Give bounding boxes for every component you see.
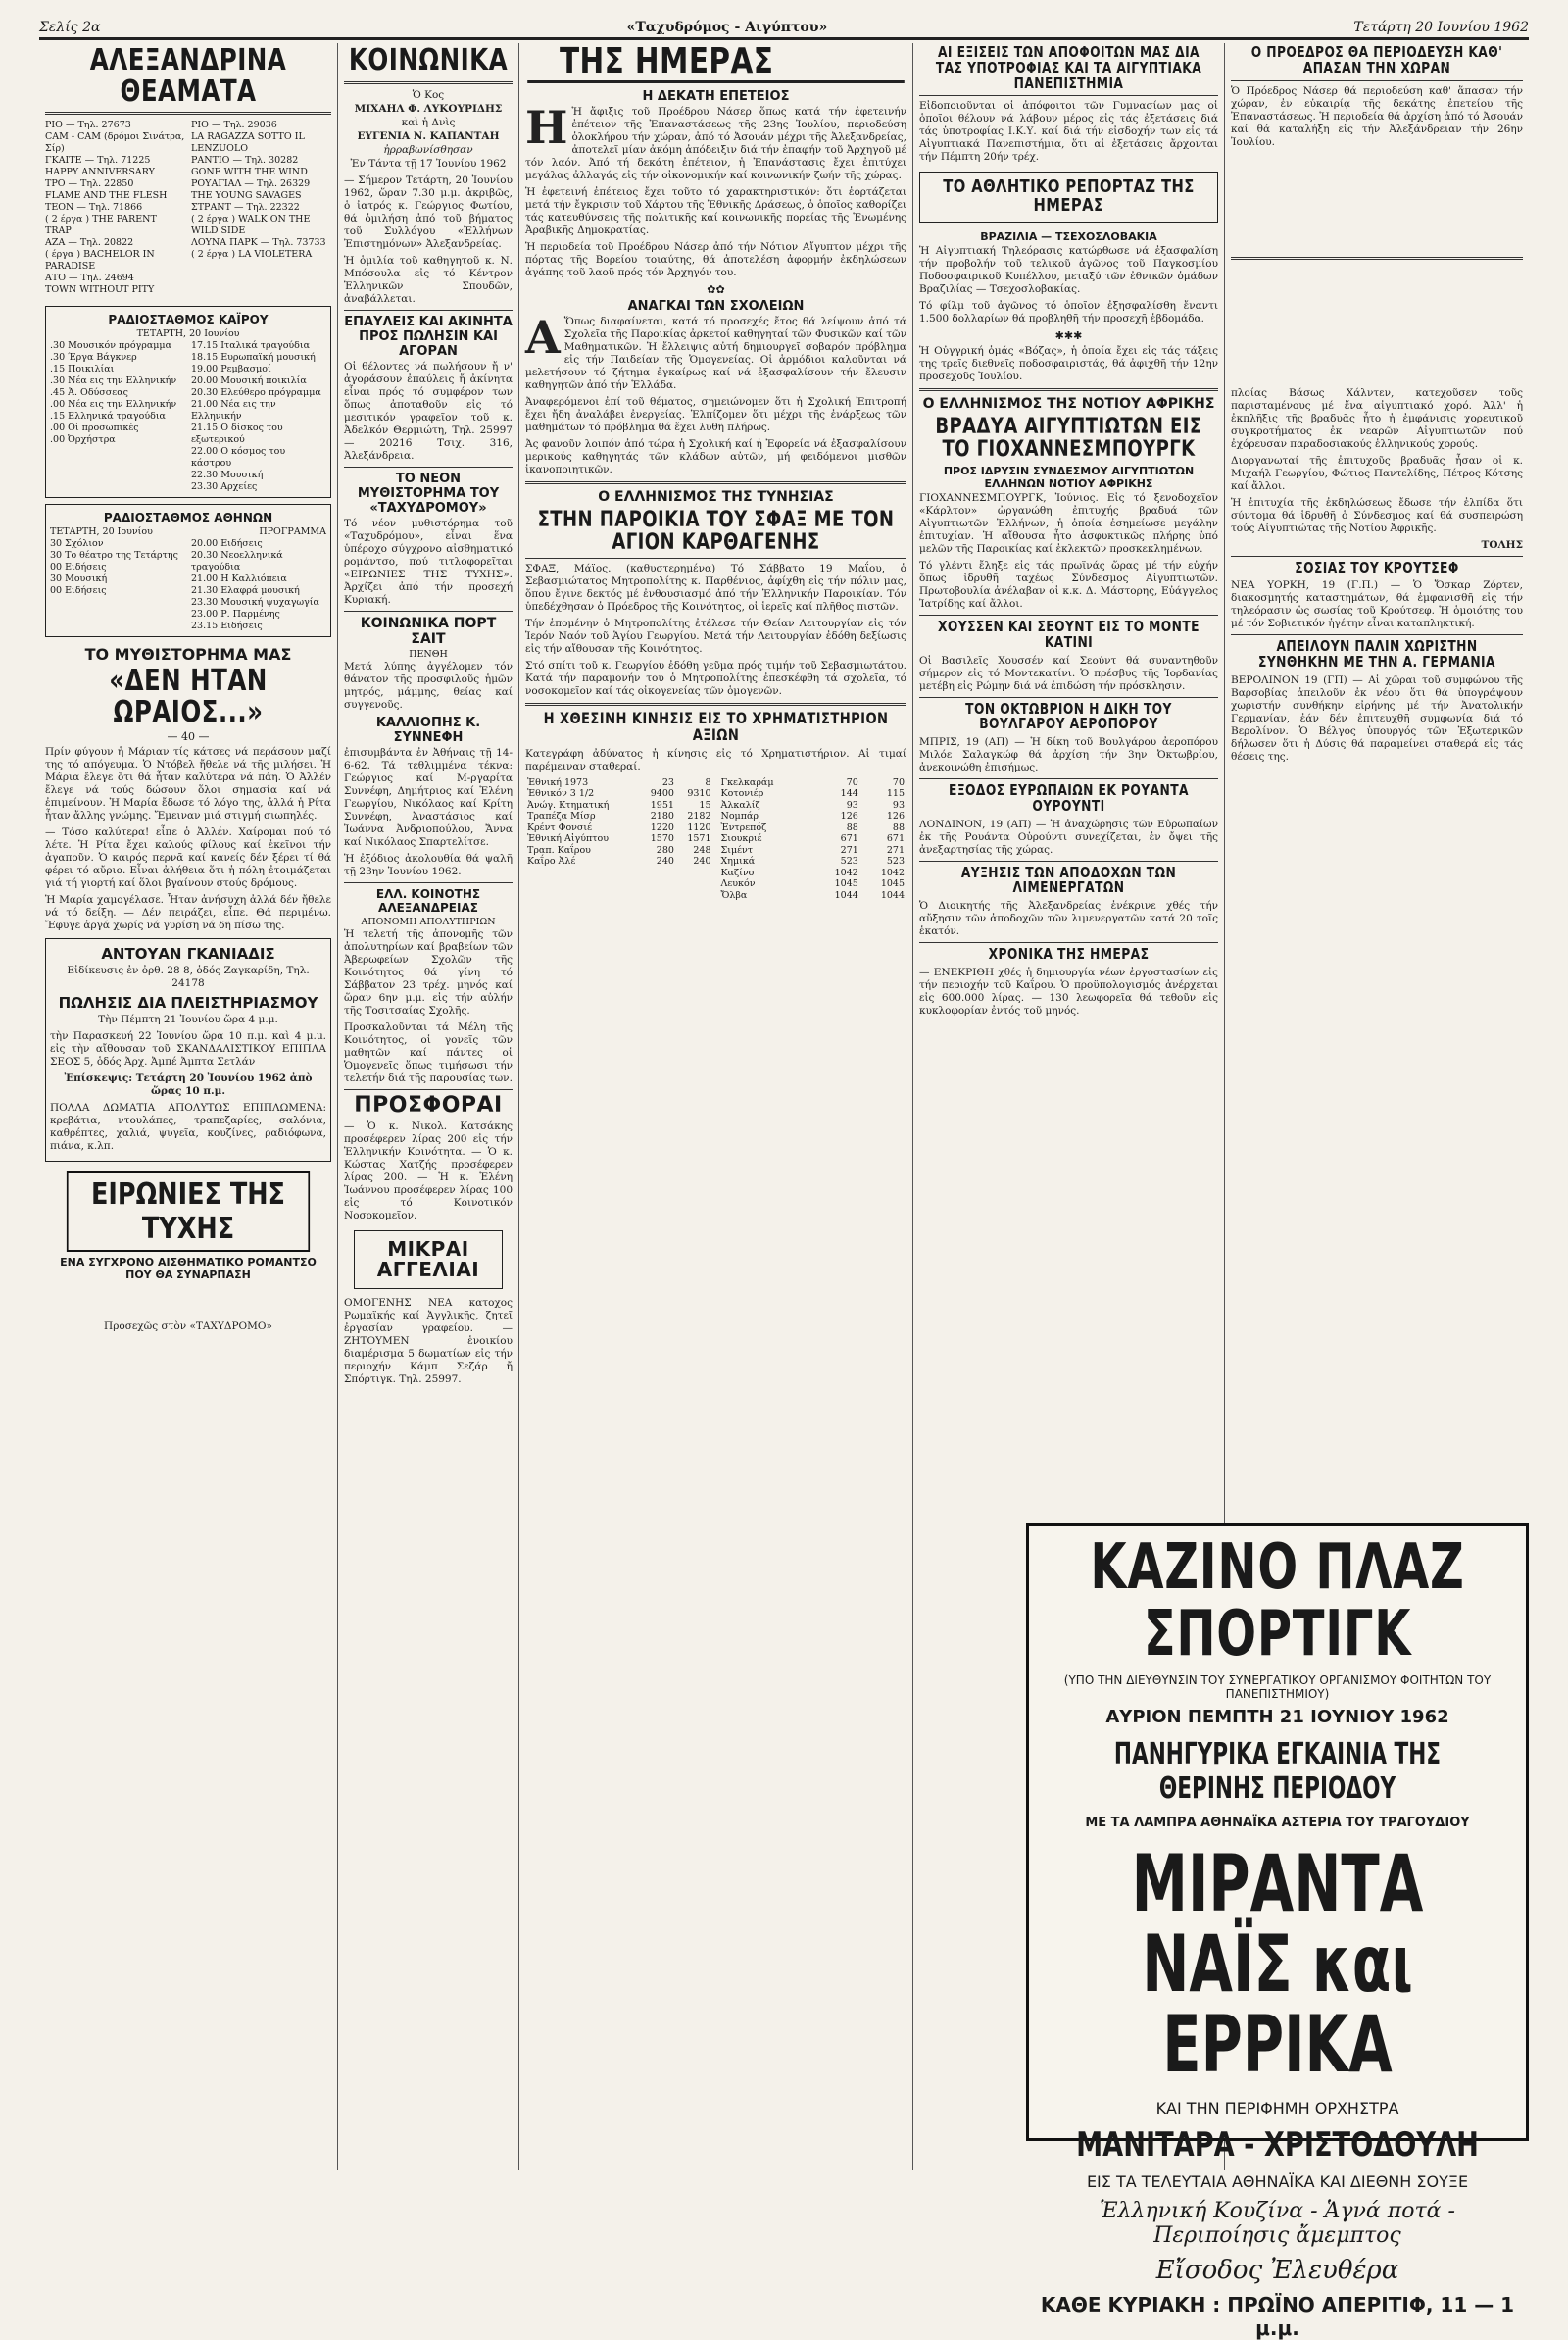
sport-text: Ἡ Αἰγυπτιακή Τηλεόρασις κατώρθωσε νά ἐξασφαλίση τήν προβολήν τοῦ τελικοῦ ἀγῶνος τοῦ Παγκοσμίου Ποδοσφαιρικοῦ Κυπέλλου, μεταξύ τῶν ἐθνικῶν ὁμάδων Βραζιλίας — Τσεχοσλοβακίας. bbox=[919, 245, 1218, 296]
cinema-item: ( 2 έργα ) THE PARENT TRAP bbox=[45, 214, 157, 236]
radio-item: .15 Ποικιλίαι bbox=[50, 364, 115, 374]
stocks-table-left bbox=[525, 777, 713, 868]
radio-item: 30 Σχόλιον bbox=[50, 538, 104, 549]
stock-price: 23 bbox=[662, 776, 674, 788]
radio-item: 23.30 Αρχείες bbox=[191, 481, 258, 492]
tunis-text3: Στό σπίτι τοῦ κ. Γεωργίου ἐδόθη γεῦμα πρός τιμήν τοῦ Σεβασμιωτάτου. Κατά τήν παραμονήν του ὁ Μητροπολίτης ἐπεσκέφθη τά σχολεῖα, τό νοσοκομεῖον καί τάς οἰκογενείας τῶν ὁμογενῶν. bbox=[525, 659, 906, 697]
classifieds-title: ΜΙΚΡΑΙ ΑΓΓΕΛΙΑΙ bbox=[376, 1236, 480, 1281]
lookalike-title: ΣΟΣΙΑΣ ΤΟΥ ΚΡΟΥΤΣΕΦ bbox=[1295, 558, 1459, 576]
cinema-item: ΤΡΟ — Τηλ. 22850 bbox=[45, 178, 134, 189]
ad-songs: ΕΙΣ ΤΑ ΤΕΛΕΥΤΑΙΑ ΑΘΗΝΑΪΚΑ ΚΑΙ ΔΙΕΘΝΗ ΣΟΥΞΕ bbox=[1086, 2172, 1469, 2191]
page-number: Σελίς 2α bbox=[39, 20, 101, 35]
stock-price: 1220 bbox=[650, 821, 674, 833]
wage-title: ΑΥΞΗΣΙΣ ΤΩΝ ΑΠΟΔΟΧΩΝ ΤΩΝ ΛΙΜΕΝΕΡΓΑΤΩΝ bbox=[960, 863, 1177, 897]
radio-item: 22.30 Μουσική bbox=[191, 470, 264, 480]
novel-title: «ΔΕΝ ΗΤΑΝ ΩΡΑΙΟΣ...» bbox=[109, 664, 268, 729]
column-today: ΤΗΣ ΗΜΕΡΑΣ Η ΔΕΚΑΤΗ ΕΠΕΤΕΙΟΣ Η Ἡ ἄφιξις τοῦ Προέδρου Νάσερ ὅπως κατά τήν ἐφετεινήν ἐπέτειον τῆς Ἐπαναστάσεως τῆς 23ης Ἰουλίου, περιοδεύση ὁλοκλήρου τήν χώραν, ἀπό τό Ἀσουάν μέχρι τῆς Ἀλεξανδρείας, ἀποτελεῖ μίαν ἀκόμη ἀπόδειξιν διά τήν ἐπαφήν τοῦ Ἀρχηγοῦ μέ τόν λαόν. Ἀπό τή δεκάτη ἐπέτειον, ἡ Ἐπανάστασις ἔχει ἐπιτύχει μεγάλας ἀλλαγάς εἰς τήν οἰκονομικήν καί κοινωνικήν ζωήν τῆς χώρας. Ἡ ἐφετεινή ἐπέτειος ἔχει τοῦτο τό χαρακτηριστικόν: ὅτι ἑορτάζεται μετά τήν ἔγκρισιν τοῦ Χάρτου τῆς Ἐθνικῆς Δράσεως, ὁ ὁποῖος καθορίζει τάς κατευθύνσεις τῆς πολιτικῆς καί κοινωνικῆς πορείας τῆς Ἑνωμένης Ἀραβικῆς Δημοκρατίας. Ἡ περιοδεία τοῦ Προέδρου Νάσερ ἀπό τήν Νότιον Αἴγυπτον μέχρι τῆς πόρτας τῆς Βορείου τοιαύτης, θά ἀποτελέση ἀφορμήν ἐκδηλώσεων ἀγάπης τοῦ λαοῦ πρός τόν Ἀρχηγόν του. ✿✿ ΑΝΑΓΚΑΙ ΤΩΝ ΣΧΟΛΕΙΩΝ Α Ὅπως διαφαίνεται, κατά τό προσεχές ἔτος θά λείψουν ἀπό τά Σχολεῖα τῆς Παροικίας ἀρκετοί καθηγηταί τῶν Φυσικῶν καί τῶν Μαθηματικῶν. Ἡ ἔλλειψις αὐτή δημιουργεῖ σοβαρόν πρόβλημα εἰς τήν Παιδείαν τῆς Ὁμογενείας. Οἱ ἁρμόδιοι καλοῦνται νά μελετήσουν τό ζήτημα ἐγκαίρως καί νά ἐξασφαλίσουν τήν ἔλευσιν καθηγητῶν ἀπό τήν Ἑλλάδα. Ἀναφερόμενοι ἐπί τοῦ θέματος, σημειώνομεν ὅτι ἡ Σχολική Ἐπιτροπή ἔχει ἤδη ἀναλάβει ἐνεργείας. Ἐλπίζομεν ὅτι μέχρι τῆς ἐνάρξεως τῶν μαθημάτων τό πρόβλημα θά ἔχει λυθῆ πλήρως. Ἀς φανοῦν λοιπόν ἀπό τώρα ἡ Σχολική καί ἡ Ἐφορεία νά ἐξασφαλίσουν μερικούς καθηγητάς τῶν κλάδων αὐτῶν, μή φειδόμενοι μισθῶν ἱκανοποιητικῶν. Ο ΕΛΛΗΝΙΣΜΟΣ ΤΗΣ ΤΥΝΗΣΙΑΣ ΣΤΗΝ ΠΑΡΟΙΚΙΑ ΤΟΥ ΣΦΑΞ ΜΕ ΤΟΝ ΑΓΙΟΝ ΚΑΡΘΑΓΕΝΗΣ ΣΦΑΞ, Μάϊος. (καθυστερημένα) Τό Σάββατο 19 Μαΐου, ὁ Σεβασμιώτατος Μητροπολίτης κ. Παρθένιος, ἀφίχθη εἰς τήν πόλιν μας, ὅπου ἔγινε δεκτός μέ ἐνθουσιασμό ἀπό τήν Ἑλληνικήν Παροικίαν. Τόν ὑπεδέχθησαν ὁ Πρόεδρος τῆς Κοινότητος, οἱ ἱερεῖς καί πλῆθος πιστῶν. Τήν ἑπομένην ὁ Μητροπολίτης ἐτέλεσε τήν Θείαν Λειτουργίαν εἰς τόν Ἱερόν Ναόν τοῦ Ἁγίου Γεωργίου. Μετά τήν Λειτουργίαν ἐδόθη δεξίωσις εἰς τήν αἴθουσαν τῆς Κοινότητος. Στό σπίτι τοῦ κ. Γεωργίου ἐδόθη γεῦμα πρός τιμήν τοῦ Σεβασμιωτάτου. Κατά τήν παραμονήν του ὁ Μητροπολίτης ἐπεσκέφθη τά σχολεῖα, τό νοσοκομεῖον καί τάς οἰκογενείας τῶν ὁμογενῶν. Η ΧΘΕΣΙΝΗ ΚΙΝΗΣΙΣ ΕΙΣ ΤΟ ΧΡΗΜΑΤΙΣΤΗΡΙΟΝ ΑΞΙΩΝ Κατεγράφη ἀδύνατος ἡ κίνησις εἰς τό Χρηματιστήριον. Αἱ τιμαί παρέμειναν σταθεραί. Ἐθνική 1973 23 8 Ἐθνικόν 3 1/2 9400 9310 Ἀνώγ. Κτηματική 1951 15 Τραπέζα Μίσρ 2180 2182 Κρέντ Φονσιέ 1220 1120 Ἐθνική Αἰγύπτου 1570 1571 Τραπ. Καΐρου 280 248 Καΐρο Ἀλέ 240 240 Γκελκαράμ 70 70 Κοτονιέρ 144 115 Ἀλκαλίζ 93 93 Νομπάρ 126 126 Ἐντρεπόζ 88 88 Σιουκριέ 671 671 Σιμέντ 271 271 Χημικά 523 523 Καζίνο 1042 1042 Λευκόν 1045 1045 Ὄλβα 1044 1044 bbox=[519, 43, 913, 2170]
south-africa-cont: πλοίας Βάσως Χάλντεν, κατεχοῦσεν τοῦς παρισταμένους μέ ἕνα αἰγυπτιακό χορό. Ἀλλ' ἡ ἐκπλῆξις τῆς βραδυᾶς ἦτο ἡ ἐμφάνισις χορευτικοῦ συγκροτήματος ἐκ νεαρῶν Αἰγυπτιωτῶν πού ἐχόρευσαν παραδοσιακούς ἑλληνικούς χορούς. bbox=[1231, 386, 1523, 450]
anniversary-title: Η ΔΕΚΑΤΗ ΕΠΕΤΕΙΟΣ bbox=[642, 88, 790, 104]
radio-item: 23.30 Μουσική ψυχαγωγία bbox=[191, 597, 319, 608]
anniversary-body: Ἡ ἄφιξις τοῦ Προέδρου Νάσερ ὅπως κατά τήν ἐφετεινήν ἐπέτειον τῆς Ἐπαναστάσεως τῆς 23ης Ἰουλίου, περιοδεύση ὁλοκλήρου τήν χώραν, ἀπό τό Ἀσουάν μέχρι τῆς Ἀλεξανδρείας, ἀποτελεῖ μίαν ἀκόμη ἀπόδειξιν διά τήν ἐπαφήν τοῦ Ἀρχηγοῦ μέ τόν λαόν. Ἀπό τή δεκάτη ἐπέτειον, ἡ Ἐπανάστασις ἔχει ἐπιτύχει μεγάλας ἀλλαγάς εἰς τήν οἰκονομικήν καί κοινωνικήν ζωήν τῆς χώρας. bbox=[525, 105, 906, 181]
stock-price: 271 bbox=[886, 844, 905, 856]
cinema-item: THE YOUNG SAVAGES bbox=[191, 190, 302, 201]
anniversary-text2: Ἡ ἐφετεινή ἐπέτειος ἔχει τοῦτο τό χαρακτηριστικόν: ὅτι ἑορτάζεται μετά τήν ἔγκρισιν τοῦ Χάρτου τῆς Ἐθνικῆς Δράσεως, ὁ ὁποῖος καθορίζει τάς κατευθύνσεις τῆς πολιτικῆς καί κοινωνικῆς πορείας τῆς Ἑνωμένης Ἀραβικῆς Δημοκρατίας. bbox=[525, 185, 906, 236]
radio-item: 20.30 Ελεύθερο πρόγραμμα bbox=[191, 387, 321, 398]
engage-name: καὶ ἡ Δνὶς bbox=[401, 116, 456, 128]
cinema-item: ΤΕΟΝ — Τηλ. 71866 bbox=[45, 202, 143, 213]
column-social bbox=[338, 43, 519, 2170]
radio-item: 17.15 Ιταλικά τραγούδια bbox=[191, 340, 311, 351]
kings-text: Οἱ Βασιλεῖς Χουσσέν καί Σεούντ θά συναντηθοῦν σήμερον εἰς τό Μοντεκατίνι. Ὁ πρέσβυς τῆς Ἰορδανίας μετέβη εἰς Ρώμην διά νά ἐπιδώση τήν πρόσκλησιν. bbox=[919, 654, 1218, 692]
masthead bbox=[39, 14, 1529, 40]
stocks-table-right bbox=[719, 777, 907, 902]
ad-entry: Εἴσοδος Ἐλευθέρα bbox=[1155, 2256, 1399, 2285]
stock-row bbox=[719, 833, 907, 845]
radio-item: 30 Μουσική bbox=[50, 573, 108, 584]
schools-title: ΑΝΑΓΚΑΙ ΤΩΝ ΣΧΟΛΕΙΩΝ bbox=[627, 298, 805, 314]
stock-price: 271 bbox=[840, 844, 858, 856]
kalliopi-text: ἐπισυμβάντα ἐν Ἀθήναις τῇ 14-6-62. Τά τεθλιμμένα τέκνα: Γεώργιος καί Μ-ργαρίτα Συννέφη, Δημήτριος καί Ἑλένη Γεωργίου, Νικόλαος καί Κρίτη Συννέφη, Ἀναστάσιος καί Ἰωάννα Ἀνδριοπούλου, Ἄννα καί Νικόλαος Σπαρτελίτσε. bbox=[344, 746, 513, 848]
sport-text2: Τό φίλμ τοῦ ἀγῶνος τό ὁποῖον ἐξησφαλίσθη ἔναντι 1.500 δολλαρίων θά προβληθῆ τήν προσεχῆ ἑβδομάδα. bbox=[919, 300, 1218, 325]
stock-name: Σιουκριέ bbox=[720, 833, 762, 845]
stock-price: 15 bbox=[699, 799, 711, 811]
radio-cairo bbox=[45, 306, 331, 498]
cinema-item: TOWN WITHOUT PITY bbox=[45, 284, 155, 295]
cinema-item: ΣΤΡΑΝΤ — Τηλ. 22322 bbox=[191, 202, 300, 213]
ad-title: ΚΑΖΙΝΟ ΠΛΑΖ ΣΠΟΡΤΙΓΚ bbox=[1090, 1531, 1465, 1670]
germany-title: ΑΠΕΙΛΟΥΝ ΠΑΛΙΝ ΧΩΡΙΣΤΗΝ ΣΥΝΘΗΚΗΝ ΜΕ ΤΗΝ Α. ΓΕΡΜΑΝΙΑ bbox=[1258, 637, 1495, 671]
stock-price: 126 bbox=[840, 811, 858, 822]
column-news: ΑΙ ΕΞΙΣΕΙΣ ΤΩΝ ΑΠΟΦΟΙΤΩΝ ΜΑΣ ΔΙΑ ΤΑΣ ΥΠΟΤΡΟΦΙΑΣ ΚΑΙ ΤΑ ΑΙΓΥΠΤΙΑΚΑ ΠΑΝΕΠΙΣΤΗΜΙΑ Εἰδοποιοῦνται οἱ ἀπόφοιτοι τῶν Γυμνασίων μας οἱ ὁποῖοι θέλουν νά λάβουν μέρος εἰς τάς ἐξετάσεις διά τάς ὑποτροφίας Ι.Κ.Υ. καί διά τήν εἰσδοχήν των εἰς τά Αἰγυπτιακά Πανεπιστήμια, ὅτι αἱ ἐξετάσεις ἄρχονται τήν Πέμπτη 20ήν τρέχ. ΤΟ ΑΘΛΗΤΙΚΟ ΡΕΠΟΡΤΑΖ ΤΗΣ ΗΜΕΡΑΣ ΒΡΑΖΙΛΙΑ — ΤΣΕΧΟΣΛΟΒΑΚΙΑ Ἡ Αἰγυπτιακή Τηλεόρασις κατώρθωσε νά ἐξασφαλίση τήν προβολήν τοῦ τελικοῦ ἀγῶνος τοῦ Παγκοσμίου Ποδοσφαιρικοῦ Κυπέλλου, μεταξύ τῶν ἐθνικῶν ὁμάδων Βραζιλίας — Τσεχοσλοβακίας. Τό φίλμ τοῦ ἀγῶνος τό ὁποῖον ἐξησφαλίσθη ἔναντι 1.500 δολλαρίων θά προβληθῆ τήν προσεχῆ ἑβδομάδα. ✱✱✱ Ἡ Οὐγγρική ὁμάς «Βόζας», ἡ ὁποία ἔχει εἰς τάς τάξεις της τρεῖς διεθνεῖς ποδοσφαιριστάς, θά ἀφιχθῆ τήν 12ην προσεχοῦς Ἰουλίου. Ο ΕΛΛΗΝΙΣΜΟΣ ΤΗΣ ΝΟΤΙΟΥ ΑΦΡΙΚΗΣ ΒΡΑΔΥΑ ΑΙΓΥΠΤΙΩΤΩΝ ΕΙΣ ΤΟ ΓΙΟΧΑΝΝΕΣΜΠΟΥΡΓΚ ΠΡΟΣ ΙΔΡΥΣΙΝ ΣΥΝΔΕΣΜΟΥ ΑΙΓΥΠΤΙΩΤΩΝ ΕΛΛΗΝΩΝ ΝΟΤΙΟΥ ΑΦΡΙΚΗΣ ΓΙΟΧΑΝΝΕΣΜΠΟΥΡΓΚ, Ἰούνιος. Εἰς τό ξενοδοχεῖον «Κάρλτον» ὠργανώθη ἐπιτυχής βραδυά τῶν Αἰγυπτιωτῶν Ἑλλήνων, ἡ ὁποία ἐσημείωσε μεγάλην ἐπιτυχίαν. Ἡ αἴθουσα ἦτο ἀσφυκτικῶς πλήρης ὑπό μελῶν τῆς Παροικίας καί ἐκλεκτῶν προσκεκλημένων. Τό γλέντι ἔληξε εἰς τάς πρωϊνάς ὥρας μέ τήν εὐχήν ὅπως ἱδρυθῆ ταχέως Σύνδεσμος Αἰγυπτιωτῶν. Πρωτοβουλία ἀνέλαβαν οἱ κ.κ. Δ. Μάστορης, Εὐάγγελος Ἰατρίδης καί ἄλλοι. ΧΟΥΣΣΕΝ ΚΑΙ ΣΕΟΥΝΤ ΕΙΣ ΤΟ ΜΟΝΤΕ ΚΑΤΙΝΙ Οἱ Βασιλεῖς Χουσσέν καί Σεούντ θά συναντηθοῦν σήμερον εἰς τό Μοντεκατίνι. Ὁ πρέσβυς τῆς Ἰορδανίας μετέβη εἰς Ρώμην διά νά ἐπιδώση τήν πρόσκλησιν. ΤΟΝ ΟΚΤΩΒΡΙΟΝ Η ΔΙΚΗ ΤΟΥ ΒΟΥΛΓΑΡΟΥ ΑΕΡΟΠΟΡΟΥ ΜΠΡΙΣ, 19 (ΑΠ) — Ἡ δίκη τοῦ Βουλγάρου ἀεροπόρου Μιλόε Σαλαγκώφ θά ἀρχίση τήν 3ην Ὀκτωβρίου, ἀνεκοινώθη ἐπισήμως. ΕΞΟΔΟΣ ΕΥΡΩΠΑΙΩΝ ΕΚ ΡΟΥΑΝΤΑ ΟΥΡΟΥΝΤΙ ΛΟΝΔΙΝΟΝ, 19 (ΑΠ) — Ἡ ἀναχώρησις τῶν Εὐρωπαίων ἐκ τῆς Ρουάντα Οὐρούντι συνεχίζεται, ἐν ὄψει τῆς ἀνεξαρτησίας τῆς χώρας. ΑΥΞΗΣΙΣ ΤΩΝ ΑΠΟΔΟΧΩΝ ΤΩΝ ΛΙΜΕΝΕΡΓΑΤΩΝ Ὁ Διοικητής τῆς Ἀλεξανδρείας ἐνέκρινε χθές τήν αὔξησιν τῶν ἀποδοχῶν τῶν λιμενεργατῶν κατά 20 τοῖς ἑκατόν. ΧΡΟΝΙΚΑ ΤΗΣ ΗΜΕΡΑΣ — ΕΝΕΚΡΙΘΗ χθές ἡ δημιουργία νέων ἐργοστασίων εἰς τήν περιοχήν τοῦ Καΐρου. Ὁ προϋπολογισμός ἀνέρχεται εἰς 600.000 λίρας. — 130 λεωφορεῖα θά τεθοῦν εἰς κυκλοφορίαν ἐντός τοῦ μηνός. bbox=[913, 43, 1225, 2170]
stock-price: 1042 bbox=[834, 867, 858, 878]
south-africa-cont3: Ἡ ἐπιτυχία τῆς ἐκδηλώσεως ἔδωσε τήν ἐλπίδα ὅτι σύντομα θά ἱδρυθῆ ὁ Σύνδεσμος καί θά συσπειρώση τούς Αἰγυπτιώτας τῆς Νοτίου Ἀφρικῆς. bbox=[1231, 496, 1523, 534]
radio-cairo-title: ΡΑΔΙΟΣΤΑΘΜΟΣ ΚΑΪΡΟΥ bbox=[108, 313, 269, 326]
radio-item: 00 Ειδήσεις bbox=[50, 562, 107, 573]
stock-row bbox=[719, 777, 907, 789]
stock-name: Καζίνο bbox=[720, 867, 755, 878]
stock-name: Νομπάρ bbox=[720, 811, 759, 822]
offers-text: — Ὁ κ. Νικολ. Κατσάκης προσέφερεν λίρας 200 εἰς τήν Ἑλληνικήν Κοινότητα. — Ὁ κ. Κώστας Χατζής προσέφερεν λίρας 200. — Ἡ κ. Ἑλένη Ἰωάννου προσέφερεν λίρας 100 εἰς τό Κοινοτικόν Νοσοκομεῖον. bbox=[344, 1120, 513, 1221]
talk-text: Ἡ ὁμιλία τοῦ καθηγητοῦ κ. Ν. Μπόσουλα εἰς τό Κέντρον Ἑλληνικῶν Σπουδῶν, ἀναβάλλεται. bbox=[344, 254, 513, 305]
lawyer-text: Εἰδίκευσις ἐν ὀρθ. 28 8, ὁδός Ζαγκαρίδη, Τηλ. 24178 bbox=[67, 965, 310, 989]
sport-title: ΤΟ ΑΘΛΗΤΙΚΟ ΡΕΠΟΡΤΑΖ ΤΗΣ ΗΜΕΡΑΣ bbox=[943, 176, 1195, 217]
kalliopi-title: ΚΑΛΛΙΟΠΗΣ Κ. ΣΥΝΝΕΦΗ bbox=[375, 715, 481, 745]
radio-item: 19.00 Ρεμβασμοί bbox=[191, 364, 271, 374]
stock-price: 1042 bbox=[880, 867, 905, 878]
engage-name: ΕΥΓΕΝΙΑ Ν. ΚΑΠΑΝΤΑΗ bbox=[357, 129, 500, 142]
stock-price: 1951 bbox=[650, 799, 674, 811]
stock-row bbox=[719, 822, 907, 834]
stock-row bbox=[719, 890, 907, 902]
trial-title: ΤΟΝ ΟΚΤΩΒΡΙΟΝ Η ΔΙΚΗ ΤΟΥ ΒΟΥΛΓΑΡΟΥ ΑΕΡΟΠΟΡΟΥ bbox=[965, 699, 1172, 733]
tunis-title: ΣΤΗΝ ΠΑΡΟΙΚΙΑ ΤΟΥ ΣΦΑΞ ΜΕ ΤΟΝ ΑΓΙΟΝ ΚΑΡΘΑΓΕΝΗΣ bbox=[537, 507, 895, 555]
stocks-tables bbox=[525, 777, 906, 902]
stock-name: Κρέντ Φονσιέ bbox=[527, 821, 593, 833]
stock-name: Τραπ. Καΐρου bbox=[527, 844, 591, 856]
stock-price: 1045 bbox=[880, 878, 905, 890]
ad-amenities: Ἑλληνική Κουζίνα - Ἁγνά ποτά - Περιποίησις ἄμεμπτος bbox=[1100, 2199, 1455, 2248]
engage-date: Ἐν Τάντα τῇ 17 Ἰουνίου 1962 bbox=[350, 157, 507, 170]
ad-sunday: ΚΑΘΕ ΚΥΡΙΑΚΗ : ΠΡΩΪΝΟ ΑΠΕΡΙΤΙΦ, 11 — 1 μ.μ. bbox=[1040, 2293, 1515, 2340]
cinema-item: CAM - CAM (δρόμοι Σινάτρα, Σίρ) bbox=[45, 131, 185, 154]
exams-text: Εἰδοποιοῦνται οἱ ἀπόφοιτοι τῶν Γυμνασίων μας οἱ ὁποῖοι θέλουν νά λάβουν μέρος εἰς τάς ἐξετάσεις διά τάς ὑποτροφίας Ι.Κ.Υ. καί διά τήν εἰσδοχήν των εἰς τά Αἰγυπτιακά Πανεπιστήμια, ὅτι αἱ ἐξετάσεις ἄρχονται τήν Πέμπτη 20ήν τρέχ. bbox=[919, 100, 1218, 164]
lawyer-box bbox=[45, 938, 331, 1162]
stock-name: Ἐθνική 1973 bbox=[527, 776, 589, 788]
radio-item: 20.00 Μουσική ποικιλία bbox=[191, 375, 307, 386]
stock-name: Ἐθνική Αἰγύπτου bbox=[527, 833, 610, 845]
stock-price: 1044 bbox=[880, 889, 905, 901]
issue-date: Τετάρτη 20 Ιουνίου 1962 bbox=[1353, 20, 1529, 35]
ad-stars-line: ΜΕ ΤΑ ΛΑΜΠΡΑ ΑΘΗΝΑΪΚΑ ΑΣΤΕΡΙΑ ΤΟΥ ΤΡΑΓΟΥΔΙΟΥ bbox=[1085, 1816, 1470, 1830]
stock-price: 240 bbox=[656, 856, 674, 868]
radio-item: 21.30 Ελαφρά μουσική bbox=[191, 585, 300, 596]
tunis-text2: Τήν ἑπομένην ὁ Μητροπολίτης ἐτέλεσε τήν Θείαν Λειτουργίαν εἰς τόν Ἱερόν Ναόν τοῦ Ἁγίου Γεωργίου. Μετά τήν Λειτουργίαν ἐδόθη δεξίωσις εἰς τήν αἴθουσαν τῆς Κοινότητος. bbox=[525, 617, 906, 655]
radio-item: .15 Ελληνικά τραγούδια bbox=[50, 411, 166, 422]
hungary-text: Ἡ Οὐγγρική ὁμάς «Βόζας», ἡ ὁποία ἔχει εἰς τάς τάξεις της τρεῖς διεθνεῖς ποδοσφαιριστάς, θά ἀφιχθῆ τήν 12ην προσεχοῦς Ἰουλίου. bbox=[919, 345, 1218, 383]
theatres-title: ΑΛΕΞΑΝΔΡΙΝΑ ΘΕΑΜΑΤΑ bbox=[89, 43, 287, 109]
stock-name: Καΐρο Ἀλέ bbox=[527, 856, 576, 868]
stock-price: 240 bbox=[693, 856, 711, 868]
ruanda-title: ΕΞΟΔΟΣ ΕΥΡΩΠΑΙΩΝ ΕΚ ΡΟΥΑΝΤΑ ΟΥΡΟΥΝΤΙ bbox=[949, 781, 1189, 815]
schools-text3: Ἀς φανοῦν λοιπόν ἀπό τώρα ἡ Σχολική καί ἡ Ἐφορεία νά ἐξασφαλίσουν μερικούς καθηγητάς τῶν κλάδων αὐτῶν, μή φειδόμενοι μισθῶν ἱκανοποιητικῶν. bbox=[525, 437, 906, 475]
stock-price: 1571 bbox=[687, 833, 711, 845]
offers-title: ΠΡΟΣΦΟΡΑΙ bbox=[354, 1092, 503, 1118]
cinema-item: ( 2 έργα ) LA VIOLETERA bbox=[191, 249, 313, 260]
south-africa-title: ΒΡΑΔΥΑ ΑΙΓΥΠΤΙΩΤΩΝ ΕΙΣ ΤΟ ΓΙΟΧΑΝΝΕΣΜΠΟΥΡΓΚ bbox=[935, 415, 1202, 463]
nasser-text: Ὁ Πρόεδρος Νάσερ θά περιοδεύση καθ' ἅπασαν τήν χώραν, ἐν εὐκαιρίᾳ τῆς δεκάτης ἐπετείου τῆς Ἐπαναστάσεως. Ἡ περιοδεία θά ἀρχίση ἀπό τό Ἀσουάν καί θά καταλήξη εἰς τήν Ἀλεξάνδρειαν τήν 26ην Ἰουλίου. bbox=[1231, 84, 1523, 148]
novel-number: — 40 — bbox=[167, 730, 210, 743]
ad-orchestra-label: ΚΑΙ ΤΗΝ ΠΕΡΙΦΗΜΗ ΟΡΧΗΣΤΡΑ bbox=[1155, 2099, 1399, 2117]
stock-price: 8 bbox=[705, 776, 711, 788]
stock-row bbox=[719, 878, 907, 890]
stock-row bbox=[719, 856, 907, 868]
radio-item: .00 Οἱ προσωπικές bbox=[50, 423, 139, 433]
radio-item: 21.00 Η Καλλιόπεια bbox=[191, 573, 287, 584]
radio-item: .45 Ἀ. Οδύσσεας bbox=[50, 387, 128, 398]
stock-price: 88 bbox=[846, 821, 858, 833]
ironies-note: Προσεχῶς στὸν «ΤΑΧΥΔΡΟΜΟ» bbox=[104, 1320, 272, 1332]
ad-date: ΑΥΡΙΟΝ ΠΕΜΠΤΗ 21 ΙΟΥΝΙΟΥ 1962 bbox=[1105, 1707, 1449, 1727]
ironies-title: ΕΙΡΩΝΙΕΣ ΤΗΣ ΤΥΧΗΣ bbox=[67, 1171, 310, 1252]
radio-item: .00 Ὀρχήστρα bbox=[50, 434, 116, 445]
stocks-title: Η ΧΘΕΣΙΝΗ ΚΙΝΗΣΙΣ ΕΙΣ ΤΟ ΧΡΗΜΑΤΙΣΤΗΡΙΟΝ ΑΞΙΩΝ bbox=[543, 708, 889, 744]
schools-text: Α Ὅπως διαφαίνεται, κατά τό προσεχές ἔτος θά λείψουν ἀπό τά Σχολεῖα τῆς Παροικίας ἀρκετοί καθηγηταί τῶν Φυσικῶν καί τῶν Μαθηματικῶν. Ἡ ἔλλειψις αὐτή δημιουργεῖ σοβαρόν πρόβλημα εἰς τήν Παιδείαν τῆς Ὁμογενείας. Οἱ ἁρμόδιοι καλοῦνται νά μελετήσουν τό ζήτημα ἐγκαίρως καί νά ἐξασφαλίσουν τήν ἔλευσιν καθηγητῶν ἀπό τήν Ἑλλάδα. bbox=[525, 310, 906, 391]
exams-title: ΑΙ ΕΞΙΣΕΙΣ ΤΩΝ ΑΠΟΦΟΙΤΩΝ ΜΑΣ ΔΙΑ ΤΑΣ ΥΠΟΤΡΟΦΙΑΣ ΚΑΙ ΤΑ ΑΙΓΥΠΤΙΑΚΑ ΠΑΝΕΠΙΣΤΗΜΙΑ bbox=[935, 43, 1202, 92]
stock-price: 9400 bbox=[650, 788, 674, 800]
cinema-item: ( έργα ) BACHELOR IN PARADISE bbox=[45, 249, 155, 272]
tunis-text: ΣΦΑΞ, Μάϊος. (καθυστερημένα) Τό Σάββατο 19 Μαΐου, ὁ Σεβασμιώτατος Μητροπολίτης κ. Παρθένιος, ἀφίχθη εἰς τήν πόλιν μας, ὅπου ἔγινε δεκτός μέ ἐνθουσιασμό ἀπό τήν Ἑλληνικήν Παροικίαν. Τόν ὑπεδέχθησαν ὁ Πρόεδρος τῆς Κοινότητος, οἱ ἱερεῖς καί πλῆθος πιστῶν. bbox=[525, 562, 906, 613]
newspaper-page bbox=[39, 14, 1529, 2340]
cinema-item: ΑΤΟ — Τηλ. 24694 bbox=[45, 273, 134, 283]
stock-price: 1570 bbox=[650, 833, 674, 845]
stock-price: 1120 bbox=[687, 821, 711, 833]
auction-items: ΠΟΛΛΑ ΔΩΜΑΤΙΑ ΑΠΟΛΥΤΩΣ ΕΠΙΠΛΩΜΕΝΑ: κρεβάτια, ντουλάπες, τραπεζαρίες, σαλόνια, καθρέπτες, χαλιά, ψυγεῖα, κουζίνες, ραδιόφωνα, πιάνα, κ.λπ. bbox=[50, 1102, 326, 1152]
germany-text: ΒΕΡΟΛΙΝΟΝ 19 (ΓΠ) — Αἱ χῶραι τοῦ συμφώνου τῆς Βαρσοβίας ἀπειλοῦν ἐκ νέου ὅτι θά ὑπογράψουν χωριστήν συνθήκην εἰρήνης μέ τήν Ἀνατολικήν Γερμανίαν, ἐάν δέν ἐπιτευχθῆ συμφωνία διά τό Βερολίνον. Ὁ Βέλγος ὑπουργός τῶν Ἐξωτερικῶν δήλωσεν ὅτι ἡ Δύσις θά παραμείνει σταθερά εἰς τάς θέσεις της. bbox=[1231, 673, 1523, 763]
stock-row bbox=[719, 811, 907, 822]
kings-title: ΧΟΥΣΣΕΝ ΚΑΙ ΣΕΟΥΝΤ ΕΙΣ ΤΟ ΜΟΝΤΕ ΚΑΤΙΝΙ bbox=[938, 618, 1200, 651]
novel-text: Πρίν φύγουν ἡ Μάριαν τίς κάτσες νά περάσουν μαζί της τό απόγευμα. Ὁ Ντόβελ ἤθελε νά τῆς μιλήσει. Ἡ Μάρια ἔλεγε ὅτι θά ἦταν καλύτερα νά πάη. Ὁ Ἀλλέν ἔλεγε νά τούς δώσουν ὅλοι σημασία καί νά ἐπιμείνουν. Ἡ Μαρία ἔδωσε τό λόγο της, ἀλλά ἡ Ρίτα ἦταν ἄλλης γνώμης. Ἔμειναν μιά στιγμή σιωπηλές. bbox=[45, 746, 331, 821]
cinema-item: LA RAGAZZA SOTTO IL LENZUOLO bbox=[191, 131, 305, 154]
stock-name: Ἐθνικόν 3 1/2 bbox=[527, 788, 595, 800]
radio-item: 23.15 Ειδήσεις bbox=[191, 621, 263, 631]
stock-row bbox=[719, 868, 907, 879]
stock-name: Κοτονιέρ bbox=[720, 788, 764, 800]
column-theatres bbox=[39, 43, 338, 2170]
cinema-item: GONE WITH THE WIND bbox=[191, 167, 308, 177]
ad-management: (ΥΠΟ ΤΗΝ ΔΙΕΥΘΥΝΣΙΝ ΤΟΥ ΣΥΝΕΡΓΑΤΙΚΟΥ ΟΡΓΑΝΙΣΜΟΥ ΦΟΙΤΗΤΩΝ ΤΟΥ ΠΑΝΕΠΙΣΤΗΜΙΟΥ) bbox=[1063, 1673, 1492, 1701]
ad-opening: ΠΑΝΗΓΥΡΙΚΑ ΕΓΚΑΙΝΙΑ ΤΗΣ ΘΕΡΙΝΗΣ ΠΕΡΙΟΔΟΥ bbox=[1113, 1737, 1442, 1806]
stock-row bbox=[525, 800, 713, 812]
classifieds-text: ΟΜΟΓΕΝΗΣ ΝΕΑ κατοχος Ρωμαϊκής καί Ἀγγλικῆς, ζητεῖ ἐργασίαν γραφείου. — ΖΗΤΟΥΜΕΝ ἑνοικίου διαμέρισμα 5 δωματίων εἰς τήν περιοχήν Κάμπ Σεζάρ ἤ Σπόρτιγκ. Τηλ. 25997. bbox=[344, 1296, 513, 1385]
stock-row bbox=[525, 833, 713, 845]
stock-name: Χημικά bbox=[720, 856, 756, 868]
stock-name: Ὄλβα bbox=[720, 889, 748, 901]
radio-athens-program-label: ΠΡΟΓΡΑΜΜΑ bbox=[259, 526, 326, 537]
radio-item: .30 Έργα Βάγκνερ bbox=[50, 352, 137, 363]
community-text: Προσκαλοῦνται τά Μέλη τῆς Κοινότητος, οἱ γονεῖς τῶν μαθητῶν καί πάντες οἱ Ὁμογενεῖς ὅπως τιμήσωσι τήν τελετήν διά τῆς παρουσίας των. bbox=[344, 1021, 513, 1084]
stock-price: 280 bbox=[656, 844, 674, 856]
engage-name: Ὁ Κος bbox=[412, 88, 445, 101]
stock-row bbox=[525, 777, 713, 789]
community-title: ΕΛΛ. ΚΟΙΝΟΤΗΣ ΑΛΕΞΑΝΔΡΕΙΑΣ bbox=[375, 886, 481, 915]
radio-cairo-date: ΤΕΤΑΡΤΗ, 20 Ιουνίου bbox=[136, 328, 240, 339]
property-title: ΕΠΑΥΛΕΙΣ ΚΑΙ ΑΚΙΝΗΤΑ ΠΡΟΣ ΠΩΛΗΣΙΝ ΚΑΙ ΑΓΟΡΑΝ bbox=[344, 314, 513, 359]
schools-text2: Ἀναφερόμενοι ἐπί τοῦ θέματος, σημειώνομεν ὅτι ἡ Σχολική Ἐπιτροπή ἔχει ἤδη ἀναλάβει ἐνεργείας. Ἐλπίζομεν ὅτι μέχρι τῆς ἐνάρξεως τῶν μαθημάτων τό πρόβλημα θά ἔχει λυθῆ πλήρως. bbox=[525, 395, 906, 433]
stock-price: 70 bbox=[846, 776, 858, 788]
lecture-text: — Σήμερον Τετάρτη, 20 Ἰουνίου 1962, ὥραν 7.30 μ.μ. ἀκριβῶς, ὁ ἰατρός κ. Γεώργιος Φωτίου, θά ὁμιλήση ἀπό τοῦ βήματος τοῦ Συλλόγου «Ἑλλήνων Ἐπιστημόνων» Ἀλεξανδρείας. bbox=[344, 174, 513, 250]
stock-row bbox=[719, 845, 907, 857]
cinema-item: ΡΟΥΑΓΙΑΛ — Τηλ. 26329 bbox=[191, 178, 311, 189]
ad-performers: ΜΙΡΑΝΤΑ ΝΑΪΣ και ΕΡΡΙΚΑ bbox=[1131, 1838, 1424, 2090]
engage-line: ἠρραβωνίσθησαν bbox=[383, 143, 473, 156]
tunis-label: Ο ΕΛΛΗΝΙΣΜΟΣ ΤΗΣ ΤΥΝΗΣΙΑΣ bbox=[598, 488, 834, 505]
stocks-text: Κατεγράφη ἀδύνατος ἡ κίνησις εἰς τό Χρηματιστήριον. Αἱ τιμαί παρέμειναν σταθεραί. bbox=[525, 747, 906, 772]
radio-item: 21.15 Ο δίσκος του εξωτερικού bbox=[191, 423, 283, 445]
cinema-item: FLAME AND THE FLESH bbox=[45, 190, 168, 201]
property-text: Οἱ θέλοντες νά πωλήσουν ἤ ν' ἀγοράσουν ἐπαύλεις ἤ ἀκίνητα εἶναι πρός τό συμφέρον των ὅπως ἀποταθοῦν εἰς τό μεσιτικόν γραφεῖον τοῦ κ. Ἀδελκόν Θερμιώτη, Τηλ. 25997 — 20216 Τσιχ. 316, Ἀλεξάνδρεια. bbox=[344, 360, 513, 462]
stock-price: 93 bbox=[846, 799, 858, 811]
cinema-item: ΓΚΑΙΤΕ — Τηλ. 71225 bbox=[45, 155, 151, 166]
auction-title: ΠΩΛΗΣΙΣ ΔΙΑ ΠΛΕΙΣΤΗΡΙΑΣΜΟΥ bbox=[58, 994, 318, 1012]
south-africa-cont2: Διοργανωταί τῆς ἐπιτυχοῦς βραδυᾶς ἦσαν οἱ κ. Μιχαήλ Γεωργίου, Φώτιος Παντελίδης, Πέτρος Κότσης καί ἄλλοι. bbox=[1231, 454, 1523, 492]
stock-price: 9310 bbox=[687, 788, 711, 800]
lawyer-name: ΑΝΤΟΥΑΝ ΓΚΑΝΙΑΔΙΣ bbox=[101, 945, 275, 963]
stock-price: 248 bbox=[693, 844, 711, 856]
radio-athens-date: ΤΕΤΑΡΤΗ, 20 Ιουνίου bbox=[50, 526, 153, 537]
radio-item: 20.00 Ειδήσεις bbox=[191, 538, 263, 549]
stock-row bbox=[525, 811, 713, 822]
chronicle-text: — ΕΝΕΚΡΙΘΗ χθές ἡ δημιουργία νέων ἐργοστασίων εἰς τήν περιοχήν τοῦ Καΐρου. Ὁ προϋπολογισμός ἀνέρχεται εἰς 600.000 λίρας. — 130 λεωφορεῖα θά τεθοῦν εἰς κυκλοφορίαν ἐντός τοῦ μηνός. bbox=[919, 966, 1218, 1017]
cinema-item: ( 2 έργα ) WALK ON THE WILD SIDE bbox=[191, 214, 311, 236]
radio-item: 20.30 Νεοελληνικά τραγούδια bbox=[191, 550, 283, 573]
radio-item: 23.00 Ρ. Παρμένης bbox=[191, 609, 280, 620]
radio-item: 21.00 Νέα εις την Ελληνικήν bbox=[191, 399, 276, 422]
stock-name: Ἀνώγ. Κτηματική bbox=[527, 799, 610, 811]
new-novel-title: ΤΟ ΝΕΟΝ ΜΥΘΙΣΤΟΡΗΜΑ ΤΟΥ «ΤΑΧΥΔΡΟΜΟΥ» bbox=[357, 471, 500, 516]
stock-row bbox=[719, 800, 907, 812]
anniversary-text3: Ἡ περιοδεία τοῦ Προέδρου Νάσερ ἀπό τήν Νότιον Αἴγυπτον μέχρι τῆς πόρτας τῆς Βορείου τοιαύτης, θά ἀποτελέση ἀφορμήν ἐκδηλώσεων ἀγάπης τοῦ λαοῦ πρός τόν Ἀρχηγόν του. bbox=[525, 240, 906, 278]
stock-price: 93 bbox=[892, 799, 905, 811]
stock-name: Λευκόν bbox=[720, 878, 756, 890]
stock-price: 126 bbox=[886, 811, 905, 822]
stock-price: 2180 bbox=[650, 811, 674, 822]
ad-orchestra: ΜΑΝΙΤΑΡΑ - ΧΡΙΣΤΟΔΟΥΛΗ bbox=[1076, 2125, 1479, 2165]
chronicle-title: ΧΡΟΝΙΚΑ ΤΗΣ ΗΜΕΡΑΣ bbox=[988, 945, 1150, 964]
ruanda-text: ΛΟΝΔΙΝΟΝ, 19 (ΑΠ) — Ἡ ἀναχώρησις τῶν Εὐρωπαίων ἐκ τῆς Ρουάντα Οὐρούντι συνεχίζεται, ἐν ὄψει τῆς ἀνεξαρτησίας τῆς χώρας. bbox=[919, 818, 1218, 856]
community-sub: ΑΠΟΝΟΜΗ ΑΠΟΛΥΤΗΡΙΩΝ bbox=[361, 916, 496, 927]
stock-price: 671 bbox=[886, 833, 905, 845]
stock-name: Τραπέζα Μίσρ bbox=[527, 811, 596, 822]
stock-name: Ἐντρεπόζ bbox=[720, 821, 767, 833]
stock-name: Γκελκαράμ bbox=[720, 776, 774, 788]
ironies-ad bbox=[45, 1171, 331, 1333]
today-title: ΤΗΣ ΗΜΕΡΑΣ bbox=[527, 43, 905, 83]
stock-row bbox=[525, 845, 713, 857]
stock-price: 88 bbox=[892, 821, 905, 833]
stock-price: 2182 bbox=[687, 811, 711, 822]
stock-price: 523 bbox=[886, 856, 905, 868]
stock-price: 70 bbox=[892, 776, 905, 788]
author-signature: ΤΟΛΗΣ bbox=[1481, 538, 1523, 551]
radio-item: .30 Μουσικόν πρόγραμμα bbox=[50, 340, 172, 351]
cinema-item: AZA — Τηλ. 20822 bbox=[45, 237, 134, 248]
stock-row bbox=[525, 822, 713, 834]
cinema-listings bbox=[45, 120, 331, 296]
sport-sub: ΒΡΑΖΙΛΙΑ — ΤΣΕΧΟΣΛΟΒΑΚΙΑ bbox=[980, 230, 1157, 244]
nasser-title: Ο ΠΡΟΕΔΡΟΣ ΘΑ ΠΕΡΙΟΔΕΥΣΗ ΚΑΘ' ΑΠΑΣΑΝ ΤΗΝ ΧΩΡΑΝ bbox=[1250, 43, 1503, 76]
south-africa-text2: Τό γλέντι ἔληξε εἰς τάς πρωϊνάς ὥρας μέ τήν εὐχήν ὅπως ἱδρυθῆ ταχέως Σύνδεσμος Αἰγυπτιωτῶν. Πρωτοβουλία ἀνέλαβαν οἱ κ.κ. Δ. Μάστορης, Εὐάγγελος Ἰατρίδης καί ἄλλοι. bbox=[919, 560, 1218, 611]
schools-body: Ὅπως διαφαίνεται, κατά τό προσεχές ἔτος θά λείψουν ἀπό τά Σχολεῖα τῆς Παροικίας ἀρκετοί καθηγηταί τῶν Φυσικῶν καί τῶν Μαθηματικῶν. Ἡ ἔλλειψις αὐτή δημιουργεῖ σοβαρόν πρόβλημα εἰς τήν Παιδείαν τῆς Ὁμογενείας. Οἱ ἁρμόδιοι καλοῦνται νά μελετήσουν τό ζήτημα ἐγκαίρως καί νά ἐξασφαλίσουν τήν ἔλευσιν καθηγητῶν ἀπό τήν Ἑλλάδα. bbox=[525, 315, 906, 391]
sport-box bbox=[919, 172, 1218, 223]
cinema-item: ΡΙΟ — Τηλ. 27673 bbox=[45, 120, 131, 130]
radio-item: .00 Νέα εις την Ελληνικήν bbox=[50, 399, 177, 410]
wage-text: Ὁ Διοικητής τῆς Ἀλεξανδρείας ἐνέκρινε χθές τήν αὔξησιν τῶν ἀποδοχῶν τῶν λιμενεργατῶν κατά 20 τοῖς ἑκατόν. bbox=[919, 900, 1218, 938]
stock-price: 1044 bbox=[834, 889, 858, 901]
radio-item: 18.15 Ευρωπαϊκή μουσική bbox=[191, 352, 316, 363]
south-africa-sub: ΠΡΟΣ ΙΔΡΥΣΙΝ ΣΥΝΔΕΣΜΟΥ ΑΙΓΥΠΤΙΩΤΩΝ ΕΛΛΗΝΩΝ ΝΟΤΙΟΥ ΑΦΡΙΚΗΣ bbox=[943, 465, 1195, 491]
cinema-item: ΛΟΥΝΑ ΠΑΡΚ — Τηλ. 73733 bbox=[191, 237, 326, 248]
stock-name: Ἀλκαλίζ bbox=[720, 799, 760, 811]
south-africa-label: Ο ΕΛΛΗΝΙΣΜΟΣ ΤΗΣ ΝΟΤΙΟΥ ΑΦΡΙΚΗΣ bbox=[922, 396, 1215, 413]
novel-text: Ἡ Μαρία χαμογέλασε. Ἦταν ἀνήσυχη ἀλλά δέν ἤθελε νά τό δείξη. — Δέν πειράζει, εἶπε. Θά περιμένω. Ἔφυγε ἀργά χωρίς νά γυρίση νά δῆ πίσω της. bbox=[45, 894, 331, 931]
radio-athens-title: ΡΑΔΙΟΣΤΑΘΜΟΣ ΑΘΗΝΩΝ bbox=[103, 511, 273, 524]
classifieds-box bbox=[354, 1230, 503, 1289]
radio-item: 30 Το θέατρο της Τετάρτης bbox=[50, 550, 178, 561]
anniversary-text: Η Ἡ ἄφιξις τοῦ Προέδρου Νάσερ ὅπως κατά τήν ἐφετεινήν ἐπέτειον τῆς Ἐπαναστάσεως τῆς 23ης Ἰουλίου, περιοδεύση ὁλοκλήρου τήν χώραν, ἀπό τό Ἀσουάν μέχρι τῆς Ἀλεξανδρείας, ἀποτελεῖ μίαν ἀκόμη ἀπόδειξιν διά τήν ἐπαφήν τοῦ Ἀρχηγοῦ μέ τόν λαόν. Ἀπό τή δεκάτη ἐπέτειον, ἡ Ἐπανάστασις ἔχει ἐπιτύχει μεγάλας ἀλλαγάς εἰς τήν οἰκονομικήν καί κοινωνικήν ζωήν τῆς χώρας. bbox=[525, 100, 906, 181]
engage-name: ΜΙΧΑΗΛ Φ. ΛΥΚΟΥΡΙΔΗΣ bbox=[354, 102, 503, 115]
radio-item: 22.00 Ο κόσμος του κάστρου bbox=[191, 446, 286, 469]
ironies-sub: ΕΝΑ ΣΥΓΧΡΟΝΟ ΑΙΣΘΗΜΑΤΙΚΟ ΡΟΜΑΝΤΣΟ ΠΟΥ ΘΑ ΣΥΝΑΡΠΑΣΗ bbox=[60, 1256, 317, 1281]
stock-row bbox=[719, 788, 907, 800]
stock-price: 523 bbox=[840, 856, 858, 868]
radio-item: .30 Νέα εις την Ελληνικήν bbox=[50, 375, 177, 386]
cinema-item: ΡΙΟ — Τηλ. 29036 bbox=[191, 120, 277, 130]
novel-text: — Τόσο καλύτερα! εἶπε ὁ Ἀλλέν. Χαίρομαι πού τό λέτε. Ἡ Ρίτα ἔχει καλούς φίλους καί ἐκεῖνοι τήν ἀγαποῦν. Ὁ καιρός περνᾶ καί κανείς δέν ξέρει τί θά φέρει τό αὔριο. Εἶναι ἀλήθεια ὅτι ἡ πόλη ἐτοιμάζεται γιά τή γιορτή καί ὅλοι βγαίνουν στούς δρόμους. bbox=[45, 826, 331, 889]
memorial-text: Ἡ ἐξόδιος ἀκολουθία θά ψαλῆ τῇ 23ην Ἰουνίου 1962. bbox=[344, 852, 513, 877]
stock-price: 1045 bbox=[834, 878, 858, 890]
south-africa-text: ΓΙΟΧΑΝΝΕΣΜΠΟΥΡΓΚ, Ἰούνιος. Εἰς τό ξενοδοχεῖον «Κάρλτον» ὠργανώθη ἐπιτυχής βραδυά τῶν Αἰγυπτιωτῶν Ἑλλήνων, ἡ ὁποία ἐσημείωσε μεγάλην ἐπιτυχίαν. Ἡ αἴθουσα ἦτο ἀσφυκτικῶς πλήρης ὑπό μελῶν τῆς Παροικίας καί ἐκλεκτῶν προσκεκλημένων. bbox=[919, 492, 1218, 556]
radio-athens bbox=[45, 504, 331, 637]
stock-row bbox=[525, 856, 713, 868]
auction-text: τὴν Παρασκευή 22 Ἰουνίου ὥρα 10 π.μ. καὶ 4 μ.μ. εἰς τὴν αἴθουσαν τοῦ ΣΚΑΝΔΑΛΙΣΤΙΚΟΥ ΕΠΙΠΛΑ ΣΕΟΣ 5, ὁδός Ἀρχ. Ἀμπέ Ἀμπτα Σετλάν bbox=[50, 1030, 326, 1068]
radio-item: 00 Ειδήσεις bbox=[50, 585, 107, 596]
portsaid-sub: ΠΕΝΘΗ bbox=[409, 648, 448, 660]
portsaid-text: Μετά λύπης ἀγγέλομεν τόν θάνατον τῆς προσφιλοῦς ἡμῶν μητρός, μάμμης, θείας καί συγγενοῦς. bbox=[344, 660, 513, 711]
stock-price: 671 bbox=[840, 833, 858, 845]
stock-price: 115 bbox=[886, 788, 905, 800]
stock-price: 144 bbox=[840, 788, 858, 800]
novel-label: ΤΟ ΜΥΘΙΣΤΟΡΗΜΑ ΜΑΣ bbox=[84, 645, 292, 664]
auction-visit: Ἐπίσκεψις: Τετάρτη 20 Ἰουνίου 1962 ἀπὸ ὥρας 10 π.μ. bbox=[64, 1072, 313, 1097]
casino-advertisement bbox=[1026, 1523, 1529, 2340]
cinema-item: ΡΑΝΤΙΟ — Τηλ. 30282 bbox=[191, 155, 299, 166]
stock-name: Σιμέντ bbox=[720, 844, 754, 856]
social-title: ΚΟΙΝΩΝΙΚΑ bbox=[348, 43, 509, 77]
portsaid-title: ΚΟΙΝΩΝΙΚΑ ΠΟΡΤ ΣΑΙΤ bbox=[360, 615, 497, 647]
newspaper-name: «Ταχυδρόμος - Αιγύπτου» bbox=[626, 20, 828, 35]
stock-row bbox=[525, 788, 713, 800]
cinema-item: HAPPY ANNIVERSARY bbox=[45, 167, 155, 177]
trial-text: ΜΠΡΙΣ, 19 (ΑΠ) — Ἡ δίκη τοῦ Βουλγάρου ἀεροπόρου Μιλόε Σαλαγκώφ θά ἀρχίση τήν 3ην Ὀκτωβρίου, ἀνεκοινώθη ἐπισήμως. bbox=[919, 736, 1218, 774]
lookalike-text: ΝΕΑ ΥΟΡΚΗ, 19 (Γ.Π.) — Ὁ Ὄσκαρ Ζόρτεν, διακοσμητής καταστημάτων, θά ἐμφανισθῆ εἰς τήν τηλεόρασιν ὡς σωσίας τοῦ Κρούτσεφ. Ἡ ὁμοιότης του μέ τόν Σοβιετικόν ἡγέτην εἶναι καταπληκτική. bbox=[1231, 579, 1523, 630]
community-text: Ἡ τελετή τῆς ἀπονομῆς τῶν ἀπολυτηρίων καί βραβείων τῶν Ἀβερωφείων Σχολῶν τῆς Κοινότητος θά γίνη τό Σάββατον 23 τρέχ. μηνός καί ὥραν 6ην μ.μ. εἰς τήν αὐλήν τῆς Τοσιτσαίας Σχολῆς. bbox=[344, 927, 513, 1017]
auction-date: Τὴν Πέμπτη 21 Ἰουνίου ὥρα 4 μ.μ. bbox=[98, 1014, 278, 1025]
new-novel-text: Τό νέον μυθιστόρημα τοῦ «Ταχυδρόμου», εἶναι ἕνα ὑπέροχο σύγχρονο αἰσθηματικό ρομάντσο, πού τιτλοφορεῖται «ΕΙΡΩΝΙΕΣ ΤΗΣ ΤΥΧΗΣ». Ἀρχίζει ἀπό τήν προσεχή Κυριακή. bbox=[344, 517, 513, 606]
